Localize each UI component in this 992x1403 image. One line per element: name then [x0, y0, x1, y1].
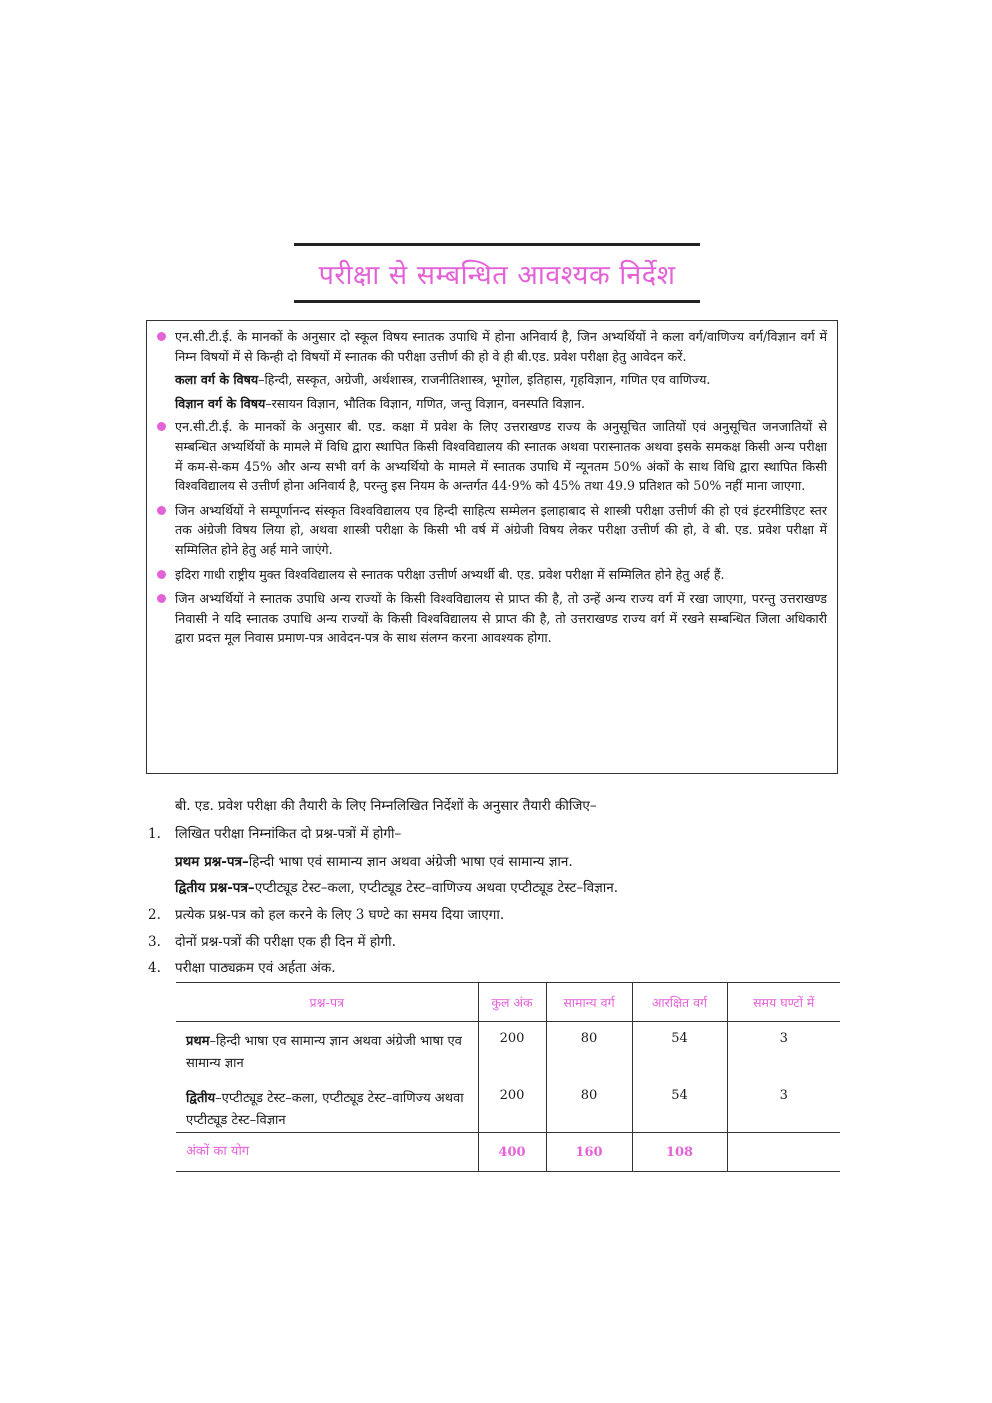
- general-marks-cell: 80: [546, 1022, 632, 1081]
- paper-2-info: [175, 878, 835, 896]
- paper-cell: [176, 1080, 478, 1133]
- grand-total-cell: 400: [478, 1133, 546, 1172]
- bullet-item: [155, 501, 827, 560]
- reserved-total-cell: 108: [632, 1133, 727, 1172]
- hours-cell: 3: [727, 1080, 840, 1133]
- bullet-icon: [157, 422, 166, 431]
- hours-cell: 3: [727, 1022, 840, 1081]
- paper-name: द्वितीय: [186, 1091, 216, 1106]
- instruction-item-2: [148, 905, 828, 923]
- general-total-cell: 160: [546, 1133, 632, 1172]
- total-marks-cell: 200: [478, 1022, 546, 1081]
- bullet-text: जिन अभ्यर्थियों ने सम्पूर्णानन्द संस्कृत विश्वविद्यालय एव हिन्दी साहित्य सम्मेलन इलाहाबाद से शास्त्री परीक्षा उत्तीर्ण की हो एवं इंटरमीडिएट स्तर तक अंग्रेजी विषय लिया हो, अथवा शास्त्री परीक्षा के किसी भी वर्ष में अंग्रेजी विषय लेकर परीक्षा उत्तीर्ण की हो, वे बी. एड. प्रवेश परीक्षा में सम्मिलित होने हेतु अर्ह माने जाएंगे.: [175, 502, 827, 557]
- arts-subjects: [155, 370, 827, 390]
- table-row: [176, 1022, 840, 1081]
- item-number: 4.: [148, 960, 161, 976]
- arts-subjects-label: कला वर्ग के विषय: [175, 372, 259, 388]
- science-subjects: [155, 394, 827, 414]
- marks-table: [176, 982, 840, 1172]
- item-text: प्रत्येक प्रश्न-पत्र को हल करने के लिए 3 घण्टे का समय दिया जाएगा.: [175, 907, 505, 923]
- bullet-item: [155, 417, 827, 495]
- bullet-icon: [157, 332, 166, 341]
- item-number: 3.: [148, 934, 161, 950]
- total-marks-cell: 200: [478, 1080, 546, 1133]
- bullet-item: [155, 327, 827, 366]
- total-label: अंकों का योग: [176, 1133, 478, 1172]
- instruction-item-1: [148, 824, 828, 842]
- bullet-text: एन.सी.टी.ई. के मानकों के अनुसार दो स्कूल विषय स्नातक उपाधि में होना अनिवार्य है, जिन अभ्यर्थियों ने कला वर्ग/वाणिज्य वर्ग/विज्ञान वर्ग में निम्न विषयों में से किन्ही दो विषयों में स्नातक की परीक्षा उत्तीर्ण की हो वे ही बी.एड. प्रवेश परीक्षा हेतु आवेदन करें.: [175, 329, 827, 364]
- reserved-marks-cell: 54: [632, 1080, 727, 1133]
- reserved-marks-cell: 54: [632, 1022, 727, 1081]
- bullet-text: इदिरा गाधी राष्ट्रीय मुक्त विश्वविद्यालय से स्नातक परीक्षा उत्तीर्ण अभ्यर्थी बी. एड. प्रवेश परीक्षा में सम्मिलित होने हेतु अर्ह हैं.: [175, 566, 725, 582]
- column-header: आरक्षित वर्ग: [632, 983, 727, 1022]
- paper-name: प्रथम: [186, 1034, 210, 1049]
- column-header: कुल अंक: [478, 983, 546, 1022]
- item-number: 1.: [148, 826, 161, 842]
- instruction-item-4: [148, 958, 828, 976]
- paper-desc: –एप्टीट्यूड टेस्ट–कला, एप्टीट्यूड टेस्ट–वाणिज्य अथवा एप्टीट्यूड टेस्ट–विज्ञान: [186, 1091, 464, 1128]
- table-row: [176, 1080, 840, 1133]
- bullet-text: एन.सी.टी.ई. के मानकों के अनुसार बी. एड. कक्षा में प्रवेश के लिए उत्तराखण्ड राज्य के अनुसूचित जातियों एवं अनुसूचित जनजातियों से सम्बन्धित अभ्यर्थियों के मामले में विधि द्वारा स्थापित किसी विश्वविद्यालय की स्नातक अथवा परास्नातक अथवा इसके समकक्ष किसी अन्य परीक्षा में कम-से-कम 45% और अन्य सभी वर्ग के अभ्यर्थियो के मामले में स्नातक उपाधि में न्यूनतम 50% अंकों के साथ विधि द्वारा स्थापित किसी विश्वविद्यालय से उत्तीर्ण होना अनिवार्य है, परन्तु इस नियम के अन्तर्गत 44·9% को 45% तथा 49.9 प्रतिशत को 50% नहीं माना जाएगा.: [175, 419, 827, 494]
- science-subjects-text: –रसायन विज्ञान, भौतिक विज्ञान, गणित, जन्तु विज्ञान, वनस्पति विज्ञान.: [265, 395, 586, 411]
- item-number: 2.: [148, 907, 161, 923]
- table-header-row: [176, 983, 840, 1022]
- title-banner: [294, 243, 700, 303]
- bullet-item: [155, 589, 827, 648]
- bullet-icon: [157, 506, 166, 515]
- science-subjects-label: विज्ञान वर्ग के विषय: [175, 395, 266, 411]
- paper-desc: –हिन्दी भाषा एव सामान्य ज्ञान अथवा अंग्रेजी भाषा एव सामान्य ज्ञान: [186, 1034, 462, 1071]
- column-header: प्रश्न-पत्र: [176, 983, 478, 1022]
- total-row: [176, 1133, 840, 1172]
- item-text: परीक्षा पाठ्यक्रम एवं अर्हता अंक.: [175, 960, 336, 976]
- item-text: दोनों प्रश्न-पत्रों की परीक्षा एक ही दिन में होगी.: [175, 934, 396, 950]
- paper-1-text: हिन्दी भाषा एवं सामान्य ज्ञान अथवा अंग्रेजी भाषा एवं सामान्य ज्ञान.: [248, 854, 573, 870]
- paper-2-label: द्वितीय प्रश्न-पत्र–: [175, 880, 255, 896]
- preparation-intro: बी. एड. प्रवेश परीक्षा की तैयारी के लिए निम्नलिखित निर्देशों के अनुसार तैयारी कीजिए–: [175, 798, 597, 814]
- bullet-icon: [157, 570, 166, 579]
- arts-subjects-text: –हिन्दी, सस्कृत, अग्रेजी, अर्थशास्त्र, राजनीतिशास्त्र, भूगोल, इतिहास, गृहविज्ञान, गणित एव वाणिज्य.: [258, 372, 711, 388]
- paper-cell: [176, 1022, 478, 1081]
- instruction-item-3: [148, 932, 828, 950]
- paper-2-text: एप्टीट्यूड टेस्ट–कला, एप्टीट्यूड टेस्ट–वाणिज्य अथवा एप्टीट्यूड टेस्ट–विज्ञान.: [254, 880, 619, 896]
- paper-1-label: प्रथम प्रश्न-पत्र–: [175, 854, 249, 870]
- general-marks-cell: 80: [546, 1080, 632, 1133]
- bullet-icon: [157, 594, 166, 603]
- column-header: समय घण्टों में: [727, 983, 840, 1022]
- eligibility-box: [146, 320, 838, 774]
- empty-cell: [727, 1133, 840, 1172]
- column-header: सामान्य वर्ग: [546, 983, 632, 1022]
- bullet-text: जिन अभ्यर्थियों ने स्नातक उपाधि अन्य राज्यों के किसी विश्वविद्यालय से प्राप्त की है, तो उन्हें अन्य राज्य वर्ग में रखा जाएगा, परन्तु उत्तराखण्ड निवासी ने यदि स्नातक उपाधि अन्य राज्यों के किसी विश्वविद्यालय से प्राप्त की है, तो उत्तराखण्ड राज्य वर्ग में रखने सम्बन्धित जिला अधिकारी द्वारा प्रदत्त मूल निवास प्रमाण-पत्र आवेदन-पत्र के साथ संलग्न करना आवश्यक होगा.: [175, 591, 827, 646]
- item-text: लिखित परीक्षा निम्नांकित दो प्रश्न-पत्रों में होगी–: [175, 826, 402, 842]
- bullet-item: [155, 565, 827, 585]
- paper-1-info: [175, 852, 835, 870]
- page-title: परीक्षा से सम्बन्धित आवश्यक निर्देश: [318, 259, 676, 291]
